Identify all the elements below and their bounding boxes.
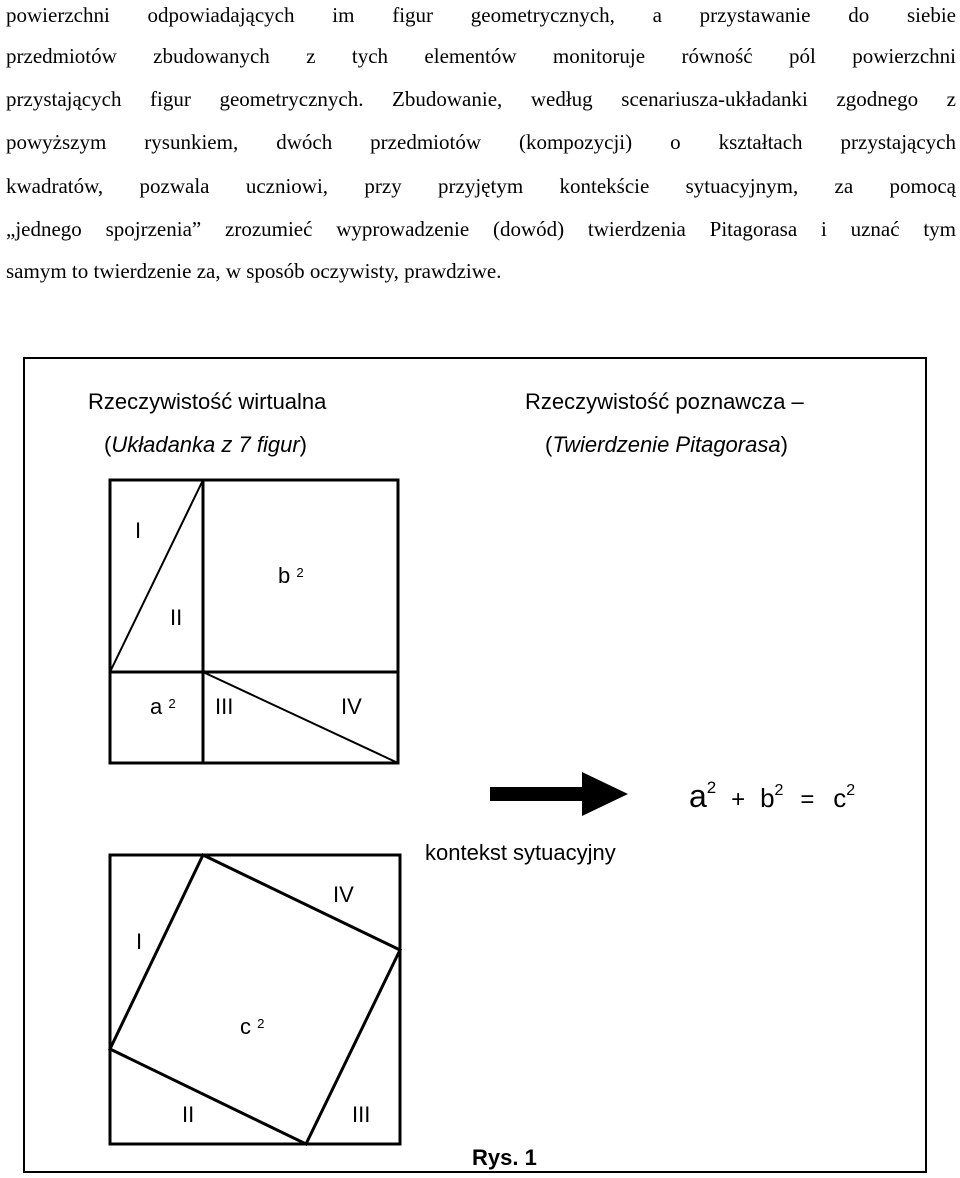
formula-exp: 2 bbox=[774, 782, 784, 799]
paragraph-line: kwadratów, pozwala uczniowi, przy przyjętym kontekście sytuacyjnym, za pomocą bbox=[6, 174, 956, 198]
paragraph-line: przedmiotów zbudowanych z tych elementów monitoruje równość pól powierzchni bbox=[6, 44, 956, 68]
piece-label-II: II bbox=[170, 605, 183, 630]
exp-2: 2 bbox=[296, 565, 304, 580]
paragraph-line: powyższym rysunkiem, dwóch przedmiotów (kompozycji) o kształtach przystających bbox=[6, 130, 956, 154]
pythagoras-formula bbox=[689, 778, 855, 815]
right-subtitle-text: Twierdzenie Pitagorasa bbox=[552, 432, 781, 457]
area-label-c-squared bbox=[240, 1014, 264, 1040]
paragraph-line: powierzchni odpowiadających im figur geometrycznych, a przystawanie do siebie bbox=[6, 3, 956, 27]
formula-exp: 2 bbox=[846, 782, 856, 799]
exp-2: 2 bbox=[257, 1016, 265, 1031]
arrow-head bbox=[582, 772, 628, 816]
piece-label-III: III bbox=[352, 1102, 371, 1127]
area-label-b-squared bbox=[278, 563, 304, 589]
square-one-outline bbox=[110, 480, 398, 763]
piece-label-I: I bbox=[136, 929, 143, 954]
piece-label-IV: IV bbox=[333, 882, 354, 907]
paragraph-line: przystających figur geometrycznych. Zbudowanie, według scenariusza-układanki zgodnego z bbox=[6, 87, 956, 111]
square-two-outline bbox=[110, 855, 400, 1144]
formula-plus: + bbox=[731, 786, 746, 813]
paren-open: ( bbox=[545, 432, 553, 457]
figure-caption: Rys. 1 bbox=[472, 1145, 537, 1170]
var-b: b bbox=[278, 563, 291, 588]
paragraph-line: samym to twierdzenie za, w sposób oczywisty, prawdziwe. bbox=[6, 259, 502, 283]
piece-label-II: II bbox=[182, 1102, 195, 1127]
left-subtitle-text: Układanka z 7 figur bbox=[111, 432, 300, 457]
left-heading-subtitle bbox=[104, 432, 307, 458]
context-label: kontekst sytuacyjny bbox=[425, 840, 616, 865]
right-heading-subtitle bbox=[545, 432, 788, 458]
area-label-a-squared bbox=[150, 694, 176, 720]
right-heading-title: Rzeczywistość poznawcza – bbox=[525, 389, 804, 414]
left-heading-title: Rzeczywistość wirtualna bbox=[88, 389, 327, 414]
inner-tilted-square bbox=[110, 855, 400, 1144]
piece-label-IV: IV bbox=[341, 694, 362, 719]
paragraph-line: „jednego spojrzenia” zrozumieć wyprowadzenie (dowód) twierdzenia Pitagorasa i uznać tym bbox=[6, 217, 956, 241]
square-one-diagonal-left bbox=[110, 480, 203, 672]
formula-a: a bbox=[689, 778, 707, 814]
formula-c: c bbox=[833, 783, 847, 813]
formula-exp: 2 bbox=[706, 778, 717, 797]
var-a: a bbox=[150, 694, 163, 719]
paren-close: ) bbox=[780, 432, 788, 457]
formula-b: b bbox=[760, 783, 775, 813]
paren-close: ) bbox=[299, 432, 307, 457]
piece-label-I: I bbox=[135, 518, 142, 543]
piece-label-III: III bbox=[215, 694, 234, 719]
var-c: c bbox=[240, 1014, 251, 1039]
exp-2: 2 bbox=[168, 696, 176, 711]
arrow-shaft bbox=[490, 787, 585, 801]
paren-open: ( bbox=[104, 432, 112, 457]
formula-equals: = bbox=[800, 786, 815, 813]
